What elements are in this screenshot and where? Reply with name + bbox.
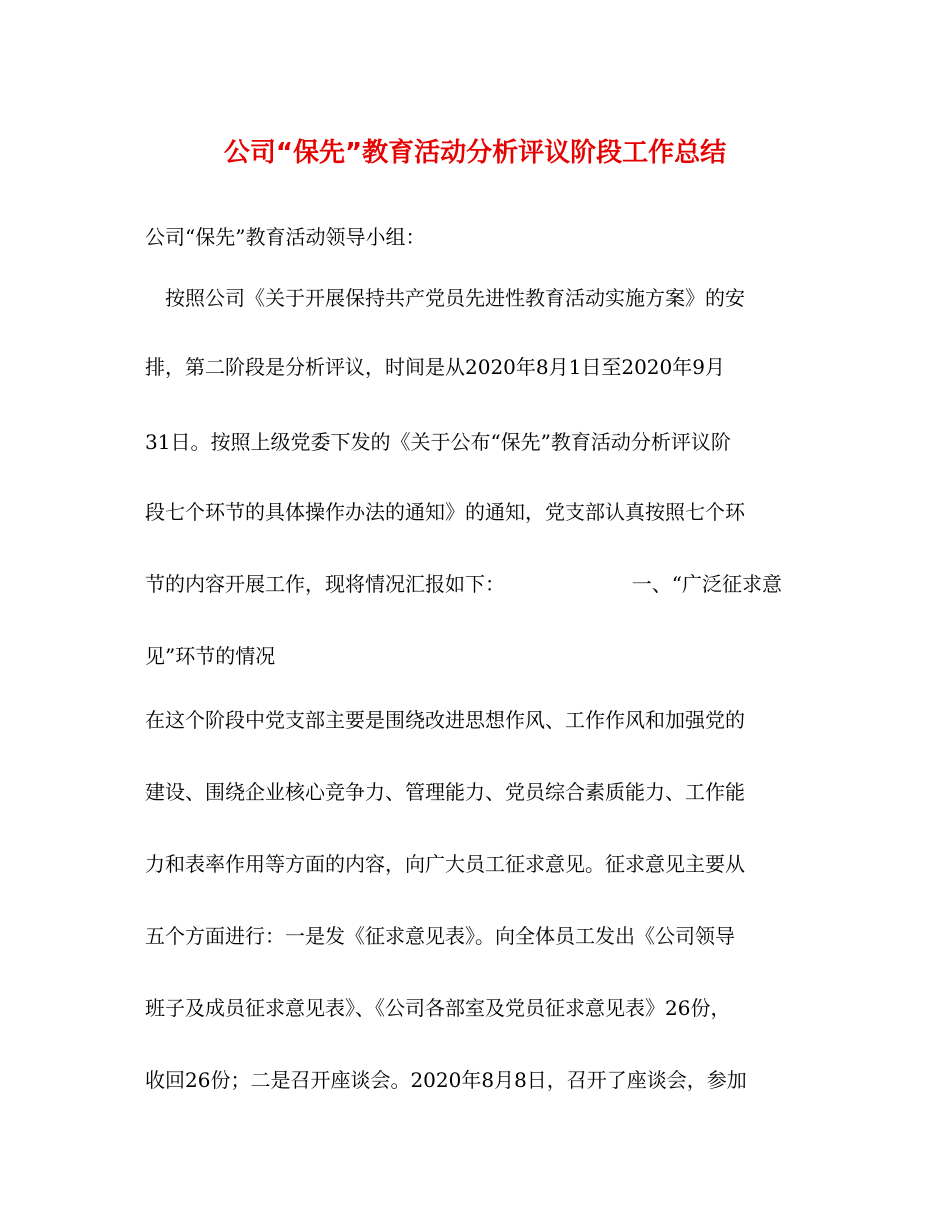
paragraph-line: 31日。按照上级党委下发的《关于公布“保先”教育活动分析评议阶 (145, 430, 731, 454)
section-heading: 一、“广泛征求意 (631, 572, 782, 596)
paragraph-line: 节的内容开展工作，现将情况汇报如下： (145, 572, 505, 596)
paragraph-line: 收回26份；二是召开座谈会。2020年8月8日，召开了座谈会，参加 (145, 1068, 747, 1092)
paragraph-line: 排，第二阶段是分析评议，时间是从2020年8月1日至2020年9月 (145, 355, 725, 379)
document-title: 公司“保先”教育活动分析评议阶段工作总结 (223, 138, 727, 168)
salutation: 公司“保先”教育活动领导小组： (145, 225, 426, 249)
paragraph-line-with-heading (145, 569, 810, 599)
paragraph-line: 力和表率作用等方面的内容，向广大员工征求意见。征求意见主要从 (145, 852, 745, 876)
paragraph-line: 段七个环节的具体操作办法的通知》的通知，党支部认真按照七个环 (145, 500, 745, 524)
section-heading-continued: 见”环节的情况 (145, 644, 276, 668)
paragraph-line: 按照公司《关于开展保持共产党员先进性教育活动实施方案》的安 (145, 286, 745, 310)
paragraph-line: 在这个阶段中党支部主要是围绕改进思想作风、工作作风和加强党的 (145, 708, 745, 732)
paragraph-line: 班子及成员征求意见表》、《公司各部室及党员征求意见表》26份， (145, 996, 731, 1020)
paragraph-line: 建设、围绕企业核心竞争力、管理能力、党员综合素质能力、工作能 (145, 780, 745, 804)
paragraph-line: 五个方面进行：一是发《征求意见表》。向全体员工发出《公司领导 (145, 924, 735, 948)
